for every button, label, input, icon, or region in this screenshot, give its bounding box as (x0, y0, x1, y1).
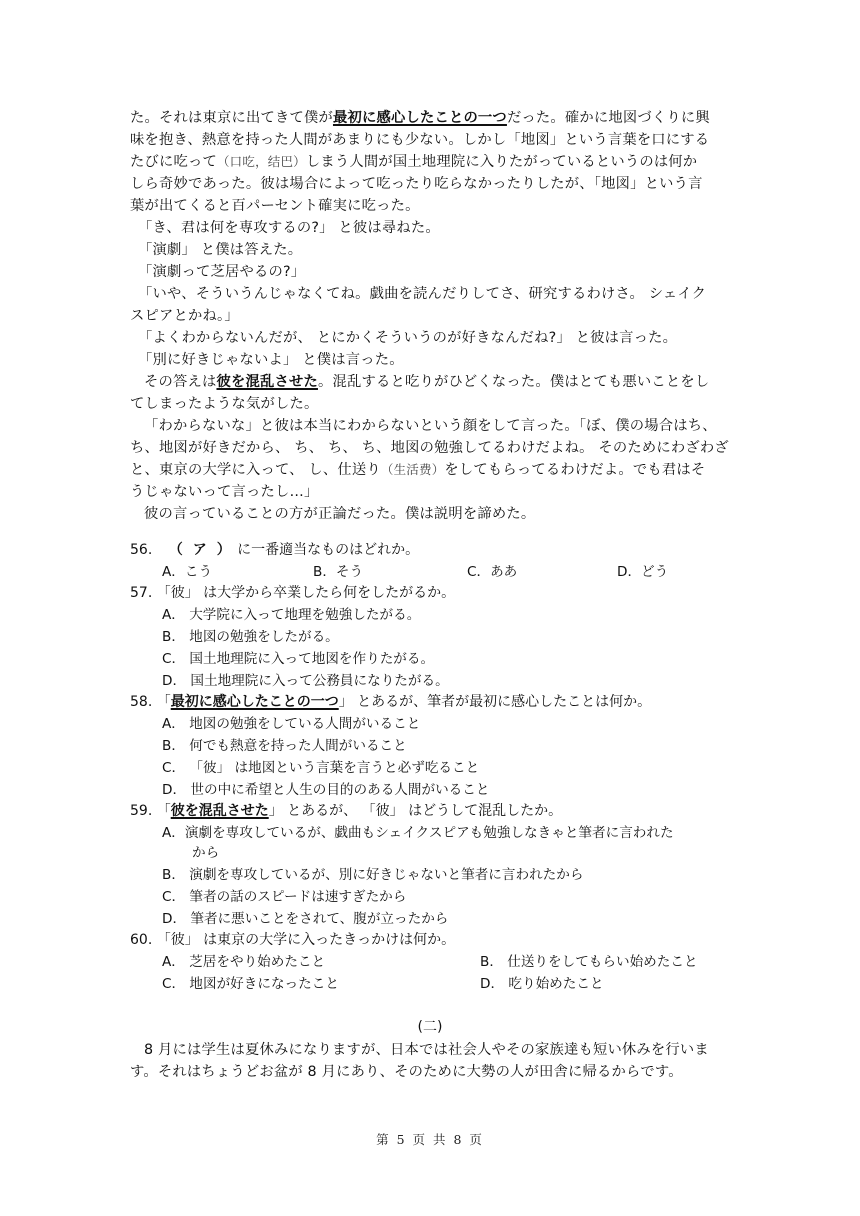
section-heading: (二) (417, 1019, 443, 1035)
question-56 (130, 540, 419, 560)
option-b[interactable]: B． 演劇を専攻しているが、別に好きじゃないと筆者に言われたから (162, 867, 584, 883)
passage-text: た。それは東京に出てきて僕が (130, 110, 333, 126)
blank-open: （ (168, 542, 185, 558)
passage-text: たびに吃って (130, 154, 217, 170)
option-d[interactable]: D． 国土地理院に入って公務員になりたがる。 (162, 673, 449, 689)
passage-line: 「よくわからないんだが、 とにかくそういうのが好きなんだね?」 と彼は言った。 (138, 330, 678, 346)
underlined-phrase: 最初に感心したことの一つ (332, 110, 507, 126)
underlined-phrase: 最初に感心したことの一つ (170, 694, 339, 710)
question-59 (130, 801, 562, 821)
passage-text: その答えは (144, 374, 217, 390)
passage-line (130, 152, 697, 172)
option-b[interactable]: B． 何でも熱意を持った人間がいること (162, 738, 407, 754)
blank-close: ） (216, 542, 233, 558)
option-d[interactable]: D． 吃り始めたこと (480, 976, 604, 992)
passage-line (144, 372, 709, 392)
passage-line: 「き、君は何を専攻するの?」 と彼は尋ねた。 (138, 220, 440, 236)
question-number: 56. (130, 542, 153, 558)
passage-line: てしまったような気がした。 (130, 396, 319, 412)
passage-line (130, 460, 705, 480)
option-a[interactable]: A．こう (162, 564, 213, 580)
option-a-continued: から (192, 845, 220, 861)
option-c[interactable]: C． 筆者の話のスピードは速すぎたから (162, 889, 407, 905)
option-a[interactable]: A．演劇を専攻しているが、戯曲もシェイクスピアも勉強しなきゃと筆者に言われた (162, 825, 674, 841)
option-b[interactable]: B． 仕送りをしてもらい始めたこと (480, 954, 698, 970)
question-text: に一番適当なものはどれか。 (237, 542, 420, 558)
passage-text: しまう人間が国土地理院に入りたがっているというのは何か (305, 154, 698, 170)
option-b[interactable]: B．そう (313, 564, 364, 580)
option-a[interactable]: A． 芝居をやり始めたこと (162, 954, 326, 970)
question-58 (130, 692, 651, 712)
passage-line: 彼の言っていることの方が正論だった。僕は説明を諦めた。 (144, 506, 536, 522)
passage-line: 8 月には学生は夏休みになりますが、日本では社会人やその家族達も短い休みを行いま (144, 1042, 709, 1058)
page-footer: 第 5 页 共 8 页 (376, 1132, 484, 1147)
passage-line: 「わからないな」と彼は本当にわからないという顔をして言った。「ぼ、僕の場合はち、 (144, 418, 717, 434)
passage-line: ち、地図が好きだから、 ち、 ち、 ち、地図の勉強してるわけだよね。 そのためにわざわざ (130, 440, 729, 456)
passage-text: だった。確かに地図づくりに興 (506, 110, 710, 126)
passage-line: 「演劇って芝居やるの?」 (138, 264, 306, 280)
question-60: 60. 「彼」 は東京の大学に入ったきっかけは何か。 (130, 932, 456, 948)
passage-line: うじゃないって言ったし…」 (130, 484, 319, 500)
passage-line: 葉が出てくると百パーセント確実に吃った。 (130, 198, 420, 214)
passage-line: 「別に好きじゃないよ」 と僕は言った。 (138, 352, 404, 368)
underlined-phrase: 彼を混乱させた (216, 374, 318, 390)
option-a[interactable]: A． 地図の勉強をしている人間がいること (162, 716, 421, 732)
question-57: 57. 「彼」 は大学から卒業したら何をしたがるか。 (130, 585, 456, 601)
passage-line: す。それはちょうどお盆が 8 月にあり、そのために大勢の人が田舎に帰るからです。 (130, 1064, 683, 1080)
question-text: 59. 「 (130, 803, 171, 819)
underlined-phrase: 彼を混乱させた (170, 803, 269, 819)
option-b[interactable]: B． 地図の勉強をしたがる。 (162, 629, 339, 645)
option-d[interactable]: D． 筆者に悪いことをされて、腹が立ったから (162, 911, 449, 927)
passage-line: しら奇妙であった。彼は場合によって吃ったり吃らなかったりしたが、「地図」という言 (130, 176, 703, 192)
passage-line: 味を抱き、熱意を持った人間があまりにも少ない。しかし「地図」という言葉を口にする (130, 132, 710, 148)
blank-label: ア (192, 542, 209, 558)
passage-text: をしてもらってるわけだよ。でも君はそ (444, 462, 706, 478)
gloss-note: （生活费） (380, 462, 445, 477)
option-d[interactable]: D． 世の中に希望と人生の目的のある人間がいること (162, 782, 490, 798)
option-c[interactable]: C．ああ (467, 564, 518, 580)
gloss-note: （口吃，结巴） (216, 154, 306, 169)
passage-text: と、東京の大学に入って、 し、仕送り (130, 462, 381, 478)
passage-line: スピアとかね。」 (130, 308, 239, 324)
option-a[interactable]: A． 大学院に入って地理を勉強したがる。 (162, 607, 421, 623)
question-text: 」 とあるが、 「彼」 はどうして混乱したか。 (268, 803, 563, 819)
option-d[interactable]: D．どう (617, 564, 669, 580)
option-c[interactable]: C． 「彼」 は地図という言葉を言うと必ず吃ること (162, 760, 480, 776)
passage-text: 。混乱すると吃りがひどくなった。僕はとても悪いことをし (317, 374, 710, 390)
option-c[interactable]: C． 地図が好きになったこと (162, 976, 339, 992)
question-text: 」 とあるが、筆者が最初に感心したことは何か。 (338, 694, 652, 710)
option-c[interactable]: C． 国土地理院に入って地図を作りたがる。 (162, 651, 435, 667)
passage-line: 「いや、そういうんじゃなくてね。戯曲を読んだりしてさ、研究するわけさ。 シェイク (138, 286, 707, 302)
question-text: 58. 「 (130, 694, 171, 710)
passage-line: 「演劇」 と僕は答えた。 (138, 242, 303, 258)
passage-line (130, 108, 710, 128)
